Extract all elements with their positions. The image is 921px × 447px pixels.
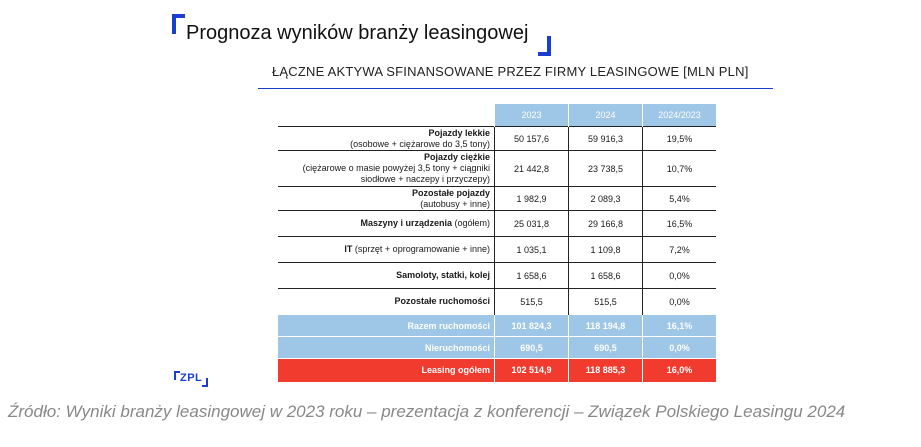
table-title: ŁĄCZNE AKTYWA SFINANSOWANE PRZEZ FIRMY LEASINGOWE [MLN PLN] (272, 64, 749, 79)
header-2024: 2024 (569, 104, 643, 127)
table-header-row (278, 104, 716, 127)
value-2023: 515,5 (495, 289, 569, 315)
source-caption: Źródło: Wyniki branży leasingowej w 2023 roku – prezentacja z konferencji – Związek Polskiego Leasingu 2024 (8, 402, 846, 421)
header-change: 2024/2023 (643, 104, 717, 127)
table-row (278, 263, 716, 289)
value-change: 16,5% (643, 211, 717, 237)
value-2023: 21 442,8 (495, 151, 569, 187)
row-label-sub: (osobowe + ciężarowe do 3,5 tony) (350, 138, 490, 149)
table-row (278, 237, 716, 263)
row-label (278, 151, 495, 187)
table-row (278, 151, 716, 187)
value-2024: 23 738,5 (569, 151, 643, 187)
row-label-main: Pozostałe pojazdy (411, 187, 490, 198)
row-label-main: Pojazdy lekkie (428, 127, 490, 138)
value-2024: 515,5 (569, 289, 643, 315)
title-divider (258, 88, 773, 89)
row-label-sub: (ogółem) (451, 218, 490, 228)
corner-bracket-bottom-right (538, 36, 551, 56)
value-2024: 118 885,3 (569, 359, 643, 382)
value-2023: 102 514,9 (495, 359, 569, 382)
row-label (278, 263, 495, 289)
value-2024: 690,5 (569, 337, 643, 359)
table-row (278, 315, 716, 337)
value-2023: 1 035,1 (495, 237, 569, 263)
value-2024: 1 658,6 (569, 263, 643, 289)
row-label (278, 289, 495, 315)
value-change: 10,7% (643, 151, 717, 187)
corner-bracket-top-left (172, 14, 185, 34)
zpl-logo (174, 371, 210, 387)
row-label-main: Maszyny i urządzenia (360, 218, 452, 228)
row-label-sub: (ciężarowe o masie powyżej 3,5 tony + ciągniki siodłowe + naczepy i przyczepy) (302, 163, 490, 184)
table-row (278, 337, 716, 359)
value-2023: 25 031,8 (495, 211, 569, 237)
value-change: 16,0% (643, 359, 717, 382)
row-label (278, 127, 495, 151)
value-change: 0,0% (643, 289, 717, 315)
table-row (278, 127, 716, 151)
value-2024: 118 194,8 (569, 315, 643, 337)
value-change: 16,1% (643, 315, 717, 337)
table-row (278, 289, 716, 315)
logo-text: ZPL (180, 372, 203, 384)
row-label-main: Razem ruchomości (407, 320, 490, 331)
row-label-main: Samoloty, statki, kolej (396, 270, 490, 280)
value-2023: 50 157,6 (495, 127, 569, 151)
table-row (278, 359, 716, 382)
header-2023: 2023 (495, 104, 569, 127)
value-2024: 1 109,8 (569, 237, 643, 263)
value-2023: 1 658,6 (495, 263, 569, 289)
table-row (278, 211, 716, 237)
row-label-main: Pojazdy ciężkie (423, 152, 490, 162)
value-2023: 690,5 (495, 337, 569, 359)
row-label-main: IT (344, 244, 353, 254)
table-body (278, 127, 716, 382)
row-label (278, 237, 495, 263)
value-2024: 29 166,8 (569, 211, 643, 237)
page-title: Prognoza wyników branży leasingowej (186, 22, 529, 44)
row-label (278, 187, 495, 211)
row-label (278, 211, 495, 237)
row-label-sub: (autobusy + inne) (420, 198, 490, 209)
table-row (278, 187, 716, 211)
row-label-main: Leasing ogółem (421, 365, 490, 376)
logo-corner-bottom-right (202, 378, 208, 387)
value-2023: 101 824,3 (495, 315, 569, 337)
row-label (278, 315, 495, 337)
row-label-sub: (sprzęt + oprogramowanie + inne) (352, 244, 490, 254)
header-blank-cell (278, 104, 495, 127)
value-2024: 2 089,3 (569, 187, 643, 211)
value-change: 0,0% (643, 337, 717, 359)
row-label-main: Pozostałe ruchomości (394, 296, 490, 306)
row-label (278, 337, 495, 359)
row-label (278, 359, 495, 382)
value-2024: 59 916,3 (569, 127, 643, 151)
row-label-main: Nieruchomości (424, 342, 490, 353)
assets-table (278, 104, 716, 382)
value-change: 19,5% (643, 127, 717, 151)
title-block (172, 14, 552, 54)
value-change: 5,4% (643, 187, 717, 211)
value-2023: 1 982,9 (495, 187, 569, 211)
value-change: 0,0% (643, 263, 717, 289)
value-change: 7,2% (643, 237, 717, 263)
